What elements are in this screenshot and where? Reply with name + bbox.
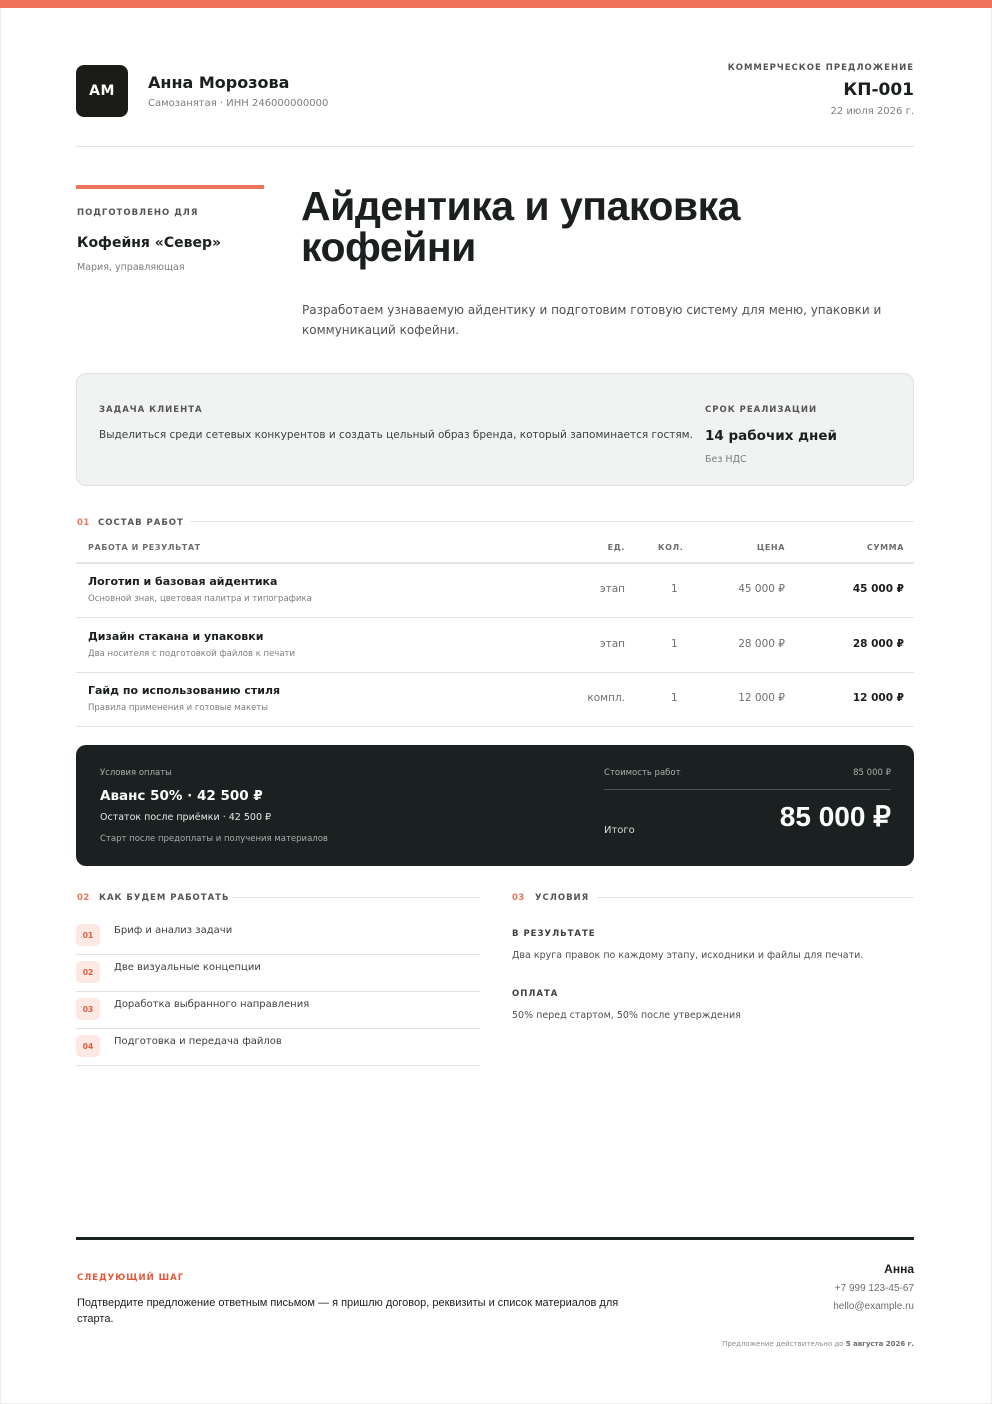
work-sum: 45 000 ₽: [852, 583, 904, 595]
section-number: 01: [77, 518, 90, 528]
work-qty: 1: [671, 583, 678, 595]
task-text: Выделиться среди сетевых конкурентов и создать цельный образ бренда, который запоминается гостям.: [99, 429, 693, 441]
section-title: УСЛОВИЯ: [535, 893, 590, 903]
work-price: 28 000 ₽: [738, 638, 785, 650]
footer-email[interactable]: hello@example.ru: [833, 1301, 914, 1312]
work-unit: компл.: [587, 692, 625, 704]
process-step: [76, 1028, 480, 1066]
col-header-price: ЦЕНА: [756, 543, 785, 552]
process-step: [76, 917, 480, 955]
result-label: В РЕЗУЛЬТАТЕ: [512, 929, 596, 939]
validity-date: 5 августа 2026 г.: [845, 1340, 914, 1348]
document-number: КП-001: [843, 80, 914, 100]
advance-payment: Аванс 50% · 42 500 ₽: [100, 788, 263, 804]
client-contact: Мария, управляющая: [77, 262, 185, 273]
work-desc: Основной знак, цветовая палитра и типографика: [88, 594, 312, 604]
result-text: Два круга правок по каждому этапу, исходники и файлы для печати.: [512, 950, 864, 961]
remaining-payment: Остаток после приёмки · 42 500 ₽: [100, 812, 272, 823]
payment-terms-label: Условия оплаты: [100, 768, 172, 778]
payment-text: 50% перед стартом, 50% после утверждения: [512, 1010, 741, 1021]
table-row: [76, 672, 914, 727]
total-value: 85 000 ₽: [779, 801, 891, 832]
term-vat-note: Без НДС: [705, 454, 747, 465]
footer-contact-name: Анна: [884, 1262, 914, 1276]
accent-top-bar: [0, 0, 992, 8]
next-step-text: Подтвердите предложение ответным письмом — я пришлю договор, реквизиты и список материалов для старта.: [77, 1297, 619, 1325]
author-details: Самозанятая · ИНН 246000000000: [148, 98, 329, 109]
work-desc: Правила применения и готовые макеты: [88, 703, 269, 713]
proposal-lead: Разработаем узнаваемую айдентику и подготовим готовую систему для меню, упаковки и коммуникаций кофейни.: [302, 303, 882, 337]
payment-label: ОПЛАТА: [512, 989, 559, 999]
term-label: СРОК РЕАЛИЗАЦИИ: [705, 405, 818, 415]
section-title: СОСТАВ РАБОТ: [98, 518, 184, 528]
step-text: Бриф и анализ задачи: [114, 925, 233, 936]
col-header-qty: КОЛ.: [658, 543, 684, 552]
process-step: [76, 991, 480, 1029]
footer-divider: [76, 1237, 914, 1240]
section-divider: [597, 897, 914, 898]
validity-prefix: Предложение действительно до: [722, 1340, 844, 1348]
step-number-badge: 01: [76, 924, 100, 946]
document-type: КОММЕРЧЕСКОЕ ПРЕДЛОЖЕНИЕ: [727, 63, 914, 73]
client-name: Кофейня «Север»: [77, 235, 222, 251]
term-value: 14 рабочих дней: [705, 428, 837, 444]
header-divider: [76, 146, 914, 147]
col-header-sum: СУММА: [866, 543, 904, 552]
step-text: Подготовка и передача файлов: [114, 1036, 282, 1047]
work-name: Логотип и базовая айдентика: [88, 575, 278, 588]
work-desc: Два носителя с подготовкой файлов к печати: [88, 649, 296, 659]
work-price: 45 000 ₽: [738, 583, 785, 595]
author-monogram: АМ: [76, 65, 128, 117]
step-text: Доработка выбранного направления: [114, 999, 310, 1010]
section-number: 02: [77, 893, 90, 903]
col-header-unit: ЕД.: [607, 543, 625, 552]
step-text: Две визуальные концепции: [114, 962, 261, 973]
work-sum: 28 000 ₽: [852, 638, 904, 650]
table-row: [76, 618, 914, 673]
table-row: [76, 563, 914, 618]
work-price: 12 000 ₽: [738, 692, 785, 704]
col-header-work: РАБОТА И РЕЗУЛЬТАТ: [88, 543, 201, 552]
prepared-for-label: ПОДГОТОВЛЕНО ДЛЯ: [77, 208, 199, 218]
works-cost-label: Стоимость работ: [604, 768, 681, 778]
section-title: КАК БУДЕМ РАБОТАТЬ: [99, 893, 230, 903]
document-date: 22 июля 2026 г.: [830, 106, 914, 117]
task-label: ЗАДАЧА КЛИЕНТА: [99, 405, 203, 415]
work-name: Дизайн стакана и упаковки: [88, 630, 264, 643]
author-name: Анна Морозова: [148, 73, 290, 92]
section-divider: [232, 897, 480, 898]
cost-divider: [604, 789, 891, 790]
section-number: 03: [512, 893, 525, 903]
proposal-title: [301, 183, 861, 270]
next-step-label: СЛЕДУЮЩИЙ ШАГ: [77, 1273, 185, 1283]
footer-phone[interactable]: +7 999 123-45-67: [834, 1283, 914, 1294]
work-qty: 1: [671, 638, 678, 650]
title-line-1: Айдентика и упаковка: [301, 183, 740, 229]
step-number-badge: 02: [76, 961, 100, 983]
section-divider: [190, 521, 914, 522]
step-number-badge: 03: [76, 998, 100, 1020]
works-cost-value: 85 000 ₽: [853, 768, 891, 778]
total-label: Итого: [604, 825, 635, 836]
work-qty: 1: [671, 692, 678, 704]
step-number-badge: 04: [76, 1035, 100, 1057]
validity-note: [722, 1340, 914, 1348]
work-unit: этап: [599, 638, 625, 650]
title-line-2: кофейни: [301, 224, 476, 270]
work-unit: этап: [599, 583, 625, 595]
process-step: [76, 954, 480, 992]
client-accent-line: [76, 185, 264, 189]
payment-note: Старт после предоплаты и получения материалов: [100, 834, 328, 844]
work-sum: 12 000 ₽: [852, 692, 904, 704]
work-name: Гайд по использованию стиля: [88, 684, 281, 697]
